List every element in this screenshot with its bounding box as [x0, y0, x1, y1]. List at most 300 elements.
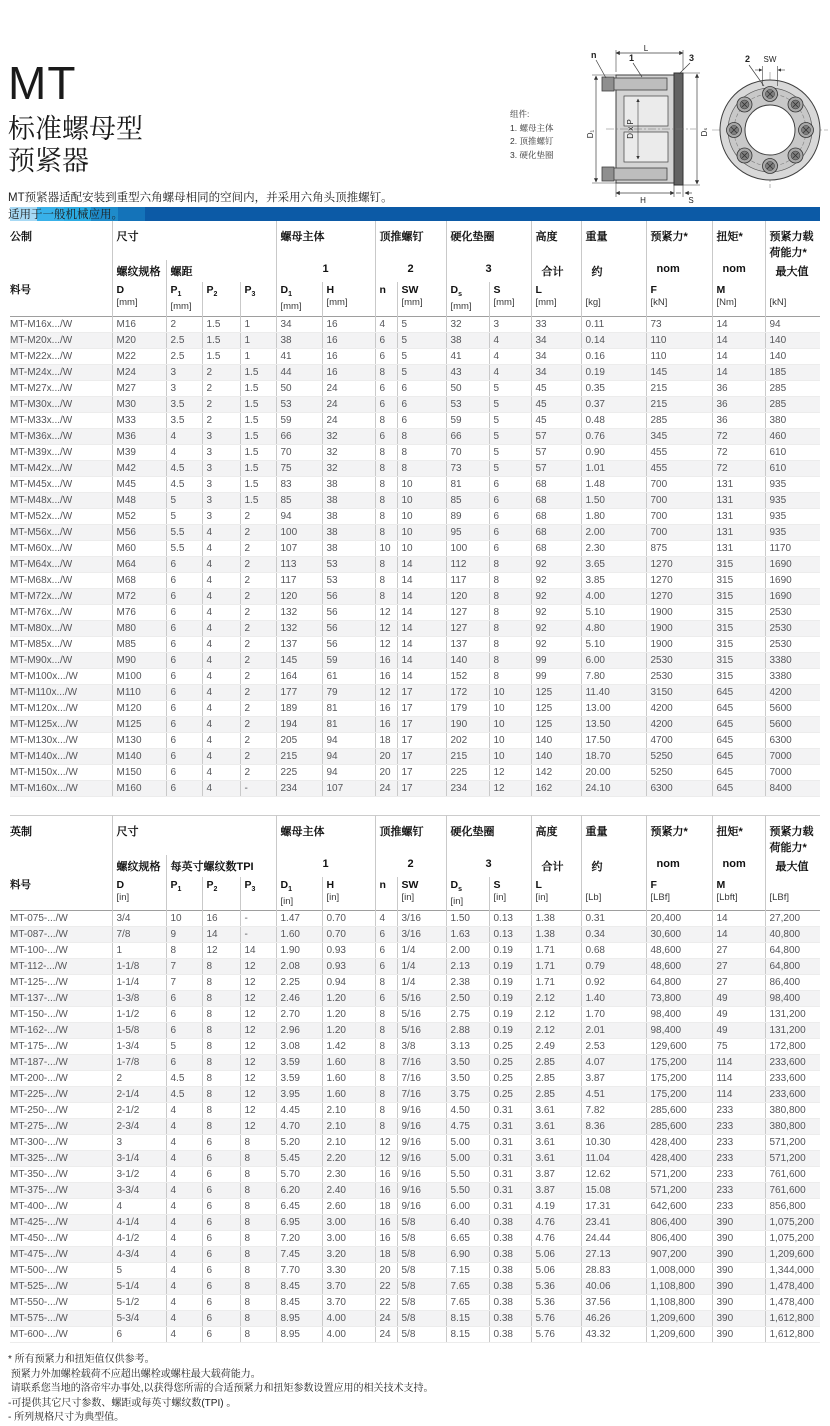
value-cell: 5/16	[397, 991, 446, 1007]
part-number-cell: MT-M16x.../W	[10, 316, 112, 332]
value-cell: 2	[240, 764, 276, 780]
value-cell: M39	[112, 444, 166, 460]
technical-drawing-svg	[572, 42, 822, 204]
value-cell: 5.36	[531, 1295, 581, 1311]
value-cell: 8	[375, 556, 397, 572]
value-cell: 2.5	[166, 332, 202, 348]
value-cell: 3.5	[166, 396, 202, 412]
column-header: D [mm]	[112, 282, 166, 316]
value-cell: 6	[202, 1151, 240, 1167]
value-cell: 38	[322, 508, 375, 524]
value-cell: 4.5	[166, 460, 202, 476]
value-cell: 3	[202, 508, 240, 524]
value-cell: 610	[765, 444, 820, 460]
value-cell: 18	[375, 732, 397, 748]
value-cell: 73	[646, 316, 712, 332]
value-cell: 11.04	[581, 1151, 646, 1167]
value-cell: 12	[240, 1039, 276, 1055]
spec-row	[10, 991, 820, 1007]
value-cell: 18.70	[581, 748, 646, 764]
value-cell: 125	[531, 716, 581, 732]
spec-row	[10, 1039, 820, 1055]
value-cell: 24.44	[581, 1231, 646, 1247]
value-cell: 8.45	[276, 1295, 322, 1311]
value-cell: 3-3/4	[112, 1183, 166, 1199]
value-cell: 2530	[765, 620, 820, 636]
value-cell: 4.51	[581, 1087, 646, 1103]
part-number-cell: MT-375-.../W	[10, 1183, 112, 1199]
value-cell: 1.42	[322, 1039, 375, 1055]
column-header: SW [in]	[397, 877, 446, 911]
value-cell: 6	[375, 927, 397, 943]
value-cell: 4	[202, 732, 240, 748]
column-header: $P_1$	[166, 877, 202, 911]
value-cell: 8	[202, 1119, 240, 1135]
value-cell: 40.06	[581, 1279, 646, 1295]
part-number-cell: MT-M27x.../W	[10, 380, 112, 396]
value-cell: 98,400	[646, 1007, 712, 1023]
value-cell: 45	[531, 412, 581, 428]
value-cell: 2.10	[322, 1135, 375, 1151]
value-cell: M27	[112, 380, 166, 396]
value-cell: 6	[202, 1183, 240, 1199]
value-cell: 4	[202, 716, 240, 732]
value-cell: 94	[322, 732, 375, 748]
value-cell: 131	[712, 524, 765, 540]
value-cell: 89	[446, 508, 489, 524]
value-cell: 233	[712, 1183, 765, 1199]
value-cell: 233,600	[765, 1087, 820, 1103]
part-number-cell: MT-M90x.../W	[10, 652, 112, 668]
part-number-cell: MT-M100x.../W	[10, 668, 112, 684]
value-cell: 114	[712, 1071, 765, 1087]
value-cell: 0.93	[322, 959, 375, 975]
value-cell: 233,600	[765, 1071, 820, 1087]
column-group-size: 尺寸	[112, 815, 276, 855]
column-subgroup: 3	[446, 260, 531, 282]
value-cell: 2.96	[276, 1023, 322, 1039]
part-number-cell: MT-200-.../W	[10, 1071, 112, 1087]
spec-row	[10, 1151, 820, 1167]
value-cell: 2.85	[531, 1055, 581, 1071]
part-number-cell: MT-M33x.../W	[10, 412, 112, 428]
value-cell: 8	[489, 572, 531, 588]
value-cell: 2.46	[276, 991, 322, 1007]
value-cell: 175,200	[646, 1071, 712, 1087]
value-cell: 3	[202, 428, 240, 444]
value-cell: M64	[112, 556, 166, 572]
imperial-table	[10, 815, 820, 1344]
value-cell: 4	[166, 1151, 202, 1167]
value-cell: 285	[765, 380, 820, 396]
value-cell: 85	[446, 492, 489, 508]
value-cell: 2	[240, 636, 276, 652]
column-subgroup: 合计	[531, 855, 581, 877]
value-cell: 1-1/8	[112, 959, 166, 975]
value-cell: 10	[489, 732, 531, 748]
spec-row	[10, 1215, 820, 1231]
value-cell: 8	[202, 991, 240, 1007]
value-cell: 100	[276, 524, 322, 540]
value-cell: 8	[375, 492, 397, 508]
value-cell: 8.95	[276, 1327, 322, 1343]
spec-row	[10, 524, 820, 540]
value-cell: 4	[375, 316, 397, 332]
column-subgroup: 2	[375, 855, 446, 877]
value-cell: 6.40	[446, 1215, 489, 1231]
value-cell: 8	[375, 1119, 397, 1135]
value-cell: 1690	[765, 588, 820, 604]
value-cell: 61	[322, 668, 375, 684]
value-cell: 6	[166, 652, 202, 668]
dim-label-DxP: D x P	[626, 119, 635, 139]
column-subgroup: 螺距	[166, 260, 276, 282]
value-cell: 0.93	[322, 943, 375, 959]
value-cell: 8	[489, 604, 531, 620]
value-cell: 8	[375, 572, 397, 588]
value-cell: 6	[202, 1311, 240, 1327]
value-cell: 3/16	[397, 911, 446, 927]
value-cell: 24	[322, 380, 375, 396]
value-cell: 132	[276, 620, 322, 636]
value-cell: 4-1/2	[112, 1231, 166, 1247]
value-cell: 8	[375, 476, 397, 492]
spec-row	[10, 492, 820, 508]
value-cell: 2530	[646, 668, 712, 684]
value-cell: 4	[202, 780, 240, 796]
value-cell: 1.50	[446, 911, 489, 927]
part-number-cell: MT-112-.../W	[10, 959, 112, 975]
value-cell: 46.26	[581, 1311, 646, 1327]
spec-row	[10, 1279, 820, 1295]
value-cell: 28.83	[581, 1263, 646, 1279]
value-cell: 0.31	[581, 911, 646, 927]
value-cell: 1.71	[531, 959, 581, 975]
value-cell: 6	[166, 556, 202, 572]
value-cell: 5.5	[166, 524, 202, 540]
value-cell: 8	[166, 943, 202, 959]
value-cell: 1.01	[581, 460, 646, 476]
spec-row	[10, 1263, 820, 1279]
value-cell: 5	[489, 396, 531, 412]
value-cell: 315	[712, 668, 765, 684]
value-cell: 43	[446, 364, 489, 380]
value-cell: 16	[375, 1215, 397, 1231]
column-subgroup: 1	[276, 855, 375, 877]
value-cell: 12	[375, 620, 397, 636]
value-cell: 315	[712, 604, 765, 620]
value-cell: 1,612,800	[765, 1311, 820, 1327]
value-cell: 113	[276, 556, 322, 572]
value-cell: 99	[531, 668, 581, 684]
value-cell: 6	[202, 1247, 240, 1263]
value-cell: 12	[240, 1055, 276, 1071]
value-cell: 57	[531, 444, 581, 460]
value-cell: 233	[712, 1103, 765, 1119]
value-cell: 179	[446, 700, 489, 716]
value-cell: 16	[375, 700, 397, 716]
value-cell: 14	[397, 604, 446, 620]
value-cell: 1.60	[276, 927, 322, 943]
value-cell: 50	[276, 380, 322, 396]
spec-row	[10, 1119, 820, 1135]
value-cell: 127	[446, 604, 489, 620]
part-number-cell: MT-275-.../W	[10, 1119, 112, 1135]
value-cell: 140	[531, 748, 581, 764]
value-cell: 6	[202, 1231, 240, 1247]
value-cell: 5	[397, 316, 446, 332]
imperial-table-body	[10, 911, 820, 1343]
value-cell: 33	[531, 316, 581, 332]
value-cell: 12	[240, 1087, 276, 1103]
spec-row	[10, 316, 820, 332]
value-cell: 1.5	[240, 412, 276, 428]
value-cell: 81	[322, 700, 375, 716]
value-cell: 164	[276, 668, 322, 684]
value-cell: 8	[240, 1199, 276, 1215]
value-cell: 17	[397, 748, 446, 764]
value-cell: 1.5	[240, 428, 276, 444]
value-cell: 70	[446, 444, 489, 460]
value-cell: 48,600	[646, 943, 712, 959]
value-cell: 4.80	[581, 620, 646, 636]
value-cell: 6	[166, 716, 202, 732]
value-cell: 1.5	[240, 492, 276, 508]
value-cell: 4	[166, 1263, 202, 1279]
value-cell: 571,200	[765, 1135, 820, 1151]
spec-row	[10, 1311, 820, 1327]
value-cell: 0.16	[581, 348, 646, 364]
value-cell: 185	[765, 364, 820, 380]
value-cell: 4	[202, 620, 240, 636]
value-cell: 1.5	[202, 316, 240, 332]
value-cell: 64,800	[765, 959, 820, 975]
value-cell: 0.38	[489, 1215, 531, 1231]
spec-row	[10, 911, 820, 927]
part-number-cell: MT-425-.../W	[10, 1215, 112, 1231]
value-cell: 10	[166, 911, 202, 927]
part-number-cell: MT-250-.../W	[10, 1103, 112, 1119]
value-cell: 34	[531, 348, 581, 364]
value-cell: 5	[166, 492, 202, 508]
value-cell: 5250	[646, 748, 712, 764]
value-cell: 5-3/4	[112, 1311, 166, 1327]
value-cell: 8	[375, 412, 397, 428]
value-cell: 1-7/8	[112, 1055, 166, 1071]
footnote-line: 预紧力外加螺栓载荷不应超出螺栓或螺柱最大载荷能力。	[8, 1368, 261, 1380]
column-header: [kg]	[581, 282, 646, 316]
value-cell: 1.5	[240, 444, 276, 460]
value-cell: 4200	[646, 700, 712, 716]
value-cell: 1270	[646, 588, 712, 604]
value-cell: 2.08	[276, 959, 322, 975]
value-cell: 3	[112, 1135, 166, 1151]
value-cell: 59	[276, 412, 322, 428]
value-cell: 1	[240, 316, 276, 332]
value-cell: 6	[397, 396, 446, 412]
value-cell: 12.62	[581, 1167, 646, 1183]
value-cell: 85	[276, 492, 322, 508]
part-number-cell: MT-M60x.../W	[10, 540, 112, 556]
spec-row	[10, 588, 820, 604]
value-cell: 2.10	[322, 1119, 375, 1135]
value-cell: 4.00	[581, 588, 646, 604]
value-cell: 16	[375, 1183, 397, 1199]
part-number-cell: MT-M150x.../W	[10, 764, 112, 780]
spec-row	[10, 1199, 820, 1215]
column-group-weight: 重量	[581, 815, 646, 855]
value-cell: 761,600	[765, 1167, 820, 1183]
value-cell: 6.20	[276, 1183, 322, 1199]
value-cell: M16	[112, 316, 166, 332]
spec-row	[10, 604, 820, 620]
value-cell: 0.31	[489, 1199, 531, 1215]
value-cell: 7	[166, 975, 202, 991]
value-cell: 172,800	[765, 1039, 820, 1055]
value-cell: 2.12	[531, 1007, 581, 1023]
value-cell: 1,478,400	[765, 1279, 820, 1295]
value-cell: 875	[646, 540, 712, 556]
value-cell: 1.38	[531, 911, 581, 927]
value-cell: 3	[202, 476, 240, 492]
value-cell: 83	[276, 476, 322, 492]
value-cell: 10	[489, 716, 531, 732]
value-cell: 5/8	[397, 1263, 446, 1279]
column-group-torque: 扭矩*	[712, 221, 765, 260]
value-cell: 127	[446, 620, 489, 636]
value-cell: 1,075,200	[765, 1215, 820, 1231]
value-cell: 112	[446, 556, 489, 572]
value-cell: 2	[240, 620, 276, 636]
column-group-capacity: 预紧力载荷能力*	[765, 815, 820, 855]
value-cell: 6.90	[446, 1247, 489, 1263]
value-cell: 5/8	[397, 1247, 446, 1263]
value-cell: 6	[202, 1215, 240, 1231]
value-cell: M42	[112, 460, 166, 476]
value-cell: 98,400	[646, 1023, 712, 1039]
value-cell: 145	[646, 364, 712, 380]
column-header: S [mm]	[489, 282, 531, 316]
value-cell: 1.5	[240, 460, 276, 476]
value-cell: 7/16	[397, 1071, 446, 1087]
part-number-cell: MT-225-.../W	[10, 1087, 112, 1103]
value-cell: 0.25	[489, 1071, 531, 1087]
value-cell: 12	[375, 1135, 397, 1151]
spec-row	[10, 1167, 820, 1183]
value-cell: 0.19	[489, 959, 531, 975]
value-cell: 2.70	[276, 1007, 322, 1023]
value-cell: 0.25	[489, 1039, 531, 1055]
value-cell: 9/16	[397, 1135, 446, 1151]
value-cell: 4-3/4	[112, 1247, 166, 1263]
value-cell: 50	[446, 380, 489, 396]
part-number-cell: MT-M45x.../W	[10, 476, 112, 492]
value-cell: 6	[166, 636, 202, 652]
value-cell: 700	[646, 476, 712, 492]
value-cell: 3/4	[112, 911, 166, 927]
part-number-cell: MT-M110x.../W	[10, 684, 112, 700]
part-number-cell: MT-M76x.../W	[10, 604, 112, 620]
column-header: D [in]	[112, 877, 166, 911]
value-cell: 0.31	[489, 1135, 531, 1151]
value-cell: -	[240, 780, 276, 796]
value-cell: 6	[166, 780, 202, 796]
column-group-size: 尺寸	[112, 221, 276, 260]
value-cell: 2	[202, 364, 240, 380]
part-number-cell: MT-M130x.../W	[10, 732, 112, 748]
value-cell: 4.70	[276, 1119, 322, 1135]
value-cell: 14	[712, 364, 765, 380]
value-cell: 315	[712, 588, 765, 604]
value-cell: 20	[375, 1263, 397, 1279]
value-cell: 0.11	[581, 316, 646, 332]
value-cell: 6	[375, 428, 397, 444]
value-cell: 8	[240, 1135, 276, 1151]
value-cell: 4.07	[581, 1055, 646, 1071]
value-cell: 32	[322, 444, 375, 460]
value-cell: 8	[375, 460, 397, 476]
value-cell: 700	[646, 524, 712, 540]
value-cell: 4.00	[322, 1311, 375, 1327]
value-cell: 8.36	[581, 1119, 646, 1135]
value-cell: 7.80	[581, 668, 646, 684]
value-cell: 175,200	[646, 1055, 712, 1071]
value-cell: 41	[446, 348, 489, 364]
value-cell: 5.10	[581, 604, 646, 620]
value-cell: M120	[112, 700, 166, 716]
value-cell: 3.87	[531, 1183, 581, 1199]
value-cell: 4	[112, 1199, 166, 1215]
value-cell: 194	[276, 716, 322, 732]
value-cell: 6	[166, 684, 202, 700]
part-number-cell: MT-325-.../W	[10, 1151, 112, 1167]
value-cell: 0.38	[489, 1279, 531, 1295]
legend-item-2: 2. 顶推螺钉	[510, 136, 554, 147]
value-cell: 18	[375, 1199, 397, 1215]
spec-row	[10, 444, 820, 460]
value-cell: 0.31	[489, 1119, 531, 1135]
value-cell: 5/8	[397, 1215, 446, 1231]
value-cell: 315	[712, 652, 765, 668]
value-cell: 380,800	[765, 1103, 820, 1119]
part-number-cell: MT-100-.../W	[10, 943, 112, 959]
value-cell: 2.01	[581, 1023, 646, 1039]
spec-row	[10, 572, 820, 588]
value-cell: 6	[166, 700, 202, 716]
value-cell: 3	[166, 380, 202, 396]
value-cell: 92	[531, 556, 581, 572]
value-cell: 1,344,000	[765, 1263, 820, 1279]
value-cell: 2	[240, 540, 276, 556]
value-cell: 4	[166, 1119, 202, 1135]
value-cell: 4	[202, 588, 240, 604]
value-cell: 8	[375, 1071, 397, 1087]
value-cell: 17	[397, 764, 446, 780]
value-cell: 3150	[646, 684, 712, 700]
value-cell: 9/16	[397, 1103, 446, 1119]
spec-row	[10, 620, 820, 636]
value-cell: 2	[202, 380, 240, 396]
value-cell: 12	[375, 636, 397, 652]
value-cell: 6	[397, 412, 446, 428]
value-cell: 4	[202, 652, 240, 668]
value-cell: 6	[489, 476, 531, 492]
legend-item-3: 3. 硬化垫圈	[510, 149, 554, 160]
value-cell: 110	[646, 348, 712, 364]
value-cell: -	[240, 927, 276, 943]
spec-row	[10, 1231, 820, 1247]
value-cell: 1.71	[531, 975, 581, 991]
